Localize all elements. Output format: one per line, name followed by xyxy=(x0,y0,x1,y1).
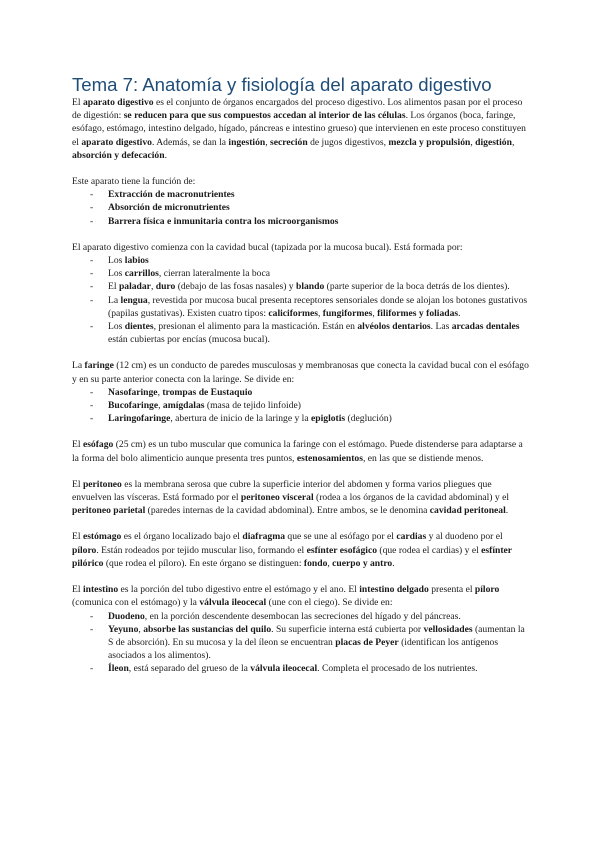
text-run: El xyxy=(72,439,83,451)
bold-term: carrillos xyxy=(124,268,159,280)
text-run: , xyxy=(265,136,271,148)
text-run: . Además, se dan la xyxy=(151,136,229,148)
bold-term: fondo xyxy=(303,557,328,569)
list-item xyxy=(72,294,530,320)
text-run: (rodea a los órganos de la cavidad abdominal) y el xyxy=(313,492,510,504)
text-run: . Están rodeados por tejido muscular liso, formando el xyxy=(96,544,307,556)
text-run: La xyxy=(108,294,121,306)
list-item xyxy=(72,412,530,425)
text-run: y al duodeno por el xyxy=(426,531,503,543)
text-run: Los xyxy=(108,255,125,267)
text-run: (deglución) xyxy=(345,413,392,425)
bold-term: placas de Peyer xyxy=(335,636,399,648)
list-item xyxy=(72,201,530,214)
bold-term: secreción xyxy=(270,136,308,148)
text-run: , está separado del grueso de la xyxy=(128,663,251,675)
list-item xyxy=(72,662,530,675)
list-item xyxy=(72,254,530,267)
bold-term: duro xyxy=(155,281,176,293)
text-run: El xyxy=(72,584,83,596)
bold-term: paladar xyxy=(118,281,151,293)
bold-term: absorbe las sustancias del quilo xyxy=(143,623,272,635)
stomach-paragraph xyxy=(72,530,530,570)
text-run: . xyxy=(164,149,167,161)
text-run: El xyxy=(72,478,83,490)
text-run: Los xyxy=(108,321,125,333)
list-item xyxy=(72,215,530,228)
pharynx-list xyxy=(72,386,530,426)
text-run: de jugos digestivos, xyxy=(307,136,389,148)
bold-term: absorción y defecación xyxy=(72,149,165,161)
text-run: Los xyxy=(108,268,125,280)
bold-term: lengua xyxy=(120,294,148,306)
bold-term: esfínter esofágico xyxy=(306,544,377,556)
text-run: , xyxy=(470,136,476,148)
text-run: , xyxy=(327,557,333,569)
functions-intro xyxy=(72,175,530,188)
bold-term: caliciformes xyxy=(268,307,318,319)
text-run: , presionan el alimento para la masticación. Están en xyxy=(153,321,358,333)
bold-term: labios xyxy=(124,255,149,267)
list-item xyxy=(72,320,530,346)
bold-term: estenosamientos xyxy=(296,452,363,464)
bold-term: blando xyxy=(295,281,325,293)
bold-term: aparato digestivo xyxy=(82,97,154,108)
text-run: , en la porción descendente desembocan las secreciones del hígado y del páncreas. xyxy=(144,610,461,622)
text-run: . Las xyxy=(430,321,452,333)
bold-term: vellosidades xyxy=(423,623,473,635)
text-run: (que rodea el cardias) y el xyxy=(377,544,482,556)
oral-cavity-list xyxy=(72,254,530,346)
text-run: es la membrana serosa que cubre la superficie interior del abdomen y forma varios pliegues que envuelven las vísceras. Está formado por el xyxy=(72,478,492,504)
bold-term: esófago xyxy=(82,439,114,451)
text-run: . Completa el procesado de los nutrientes. xyxy=(317,663,478,675)
text-run: (masa de tejido linfoide) xyxy=(204,400,301,412)
bold-term: amígdalas xyxy=(162,400,205,412)
bold-term: fungiformes xyxy=(322,307,373,319)
bold-term: estómago xyxy=(82,531,122,543)
text-run: El xyxy=(72,97,83,108)
bold-term: alvéolos dentarios xyxy=(357,321,431,333)
bold-term: faringe xyxy=(84,360,114,372)
bold-term: intestino xyxy=(82,584,119,596)
text-run: Este aparato tiene la función de: xyxy=(72,176,196,188)
bold-term: aparato digestivo xyxy=(81,136,152,148)
intestine-paragraph xyxy=(72,583,530,609)
bold-term: Extracción de macronutrientes xyxy=(108,189,235,201)
text-run: (paredes internas de la cavidad abdominal). Entre ambos, se le denomina xyxy=(145,505,430,517)
text-run: , cierran lateralmente la boca xyxy=(158,268,270,280)
text-run: (12 cm) es un conducto de paredes musculosas y membranosas que conecta la cavidad bucal con el esófago y en su parte anterior conecta con la laringe. Se divide en: xyxy=(72,360,529,385)
text-run: La xyxy=(72,360,85,372)
text-run: , xyxy=(150,281,156,293)
text-run: El xyxy=(108,281,119,293)
bold-term: se reducen para que sus compuestos accedan al interior de las células xyxy=(123,110,406,122)
text-run: es el conjunto de órganos encargados del proceso digestivo. Los alimentos pasan por el proceso de digestión: xyxy=(72,97,523,122)
text-run: , xyxy=(157,386,163,398)
text-run: es el órgano localizado bajo el xyxy=(121,531,243,543)
bold-term: Íleon xyxy=(108,663,129,675)
bold-term: peritoneo visceral xyxy=(240,492,314,504)
oral-cavity-intro xyxy=(72,241,530,254)
bold-term: Barrera física e inmunitaria contra los microorganismos xyxy=(108,215,339,227)
bold-term: ingestión xyxy=(228,136,266,148)
list-item xyxy=(72,267,530,280)
text-run: , xyxy=(317,307,323,319)
bold-term: esfínter pilórico xyxy=(72,544,512,569)
peritoneum-paragraph xyxy=(72,478,530,518)
bold-term: diafragma xyxy=(242,531,285,543)
bold-term: cavidad peritoneal xyxy=(429,505,506,517)
text-run: (debajo de las fosas nasales) y xyxy=(175,281,296,293)
text-run: , en las que se distiende menos. xyxy=(362,452,484,464)
text-run: (que rodea el píloro). En este órgano se distinguen: xyxy=(103,557,304,569)
bold-term: dientes xyxy=(124,321,154,333)
intestine-list xyxy=(72,610,530,676)
bold-term: epiglotis xyxy=(311,413,346,425)
bold-term: válvula ileocecal xyxy=(250,663,318,675)
bold-term: cuerpo y antro xyxy=(332,557,393,569)
text-run: . xyxy=(458,307,461,319)
text-run: es la porción del tubo digestivo entre el estómago y el ano. El xyxy=(118,584,360,596)
bold-term: mezcla y propulsión xyxy=(388,136,471,148)
list-item xyxy=(72,399,530,412)
bold-term: filiformes y foliadas xyxy=(377,307,459,319)
text-run: (comunica con el estómago) y la xyxy=(72,597,200,609)
page-title: Tema 7: Anatomía y fisiología del aparato digestivo xyxy=(72,74,492,95)
bold-term: peritoneo xyxy=(82,478,122,490)
list-item xyxy=(72,386,530,399)
bold-term: Absorción de micronutrientes xyxy=(108,202,230,214)
text-run: . Su superficie interna está cubierta por xyxy=(271,623,424,635)
text-run: (aumentan la S de absorción). En su mucosa y la del íleon se encuentran xyxy=(108,623,525,648)
text-run: El aparato digestivo comienza con la cavidad bucal (tapizada por la mucosa bucal). Está formada por: xyxy=(72,241,463,253)
bold-term: Laringofaringe xyxy=(108,413,171,425)
list-item xyxy=(72,188,530,201)
text-run: (identifican los antígenos asociados a los alimentos). xyxy=(108,636,499,662)
bold-term: Duodeno xyxy=(108,610,145,622)
bold-term: digestión xyxy=(475,136,512,148)
text-run: , xyxy=(138,623,144,635)
text-run: , xyxy=(158,400,163,412)
text-run: (25 cm) es un tubo muscular que comunica la faringe con el estómago. Puede distenderse para adaptarse a la forma del bolo alimenticio aunque presenta tres puntos, xyxy=(72,439,523,464)
bold-term: píloro xyxy=(72,544,97,556)
bold-term: cardias xyxy=(396,531,427,543)
intro-paragraph xyxy=(72,96,530,162)
text-run: . Los órganos (boca, faringe, esófago, estómago, intestino delgado, hígado, páncreas e intestino grueso) que intervienen en este proceso constituyen el xyxy=(72,110,526,148)
bold-term: intestino delgado xyxy=(359,584,429,596)
text-run: (parte superior de la boca detrás de los dientes). xyxy=(324,281,510,293)
text-run: que se une al esófago por el xyxy=(285,531,397,543)
list-item xyxy=(72,280,530,293)
text-run: El xyxy=(72,531,83,543)
text-run: , revestida por mucosa bucal presenta receptores sensoriales donde se alojan los botones gustativos (papilas gustativas). Existen cuatro tipos: xyxy=(108,294,528,319)
esophagus-paragraph xyxy=(72,438,530,464)
text-run: , abertura de inicio de la laringe y la xyxy=(170,413,312,425)
bold-term: válvula ileocecal xyxy=(199,597,267,609)
bold-term: Bucofaringe xyxy=(108,400,159,412)
text-run: (une con el ciego). Se divide en: xyxy=(266,597,393,609)
text-run: están cubiertas por encías (mucosa bucal). xyxy=(108,334,270,346)
bold-term: arcadas dentales xyxy=(451,321,520,333)
text-run: , xyxy=(511,136,515,148)
text-run: . xyxy=(392,557,395,569)
text-run: presenta el xyxy=(428,584,475,596)
bold-term: peritoneo parietal xyxy=(72,505,146,517)
bold-term: píloro xyxy=(474,584,500,596)
list-item xyxy=(72,623,530,663)
bold-term: trompas de Eustaquio xyxy=(162,386,253,398)
bold-term: Yeyuno xyxy=(108,623,139,635)
document-body xyxy=(72,96,530,676)
pharynx-paragraph xyxy=(72,359,530,385)
text-run: , xyxy=(372,307,378,319)
bold-term: Nasofaringe xyxy=(108,386,158,398)
text-run: . xyxy=(505,505,509,517)
list-item xyxy=(72,610,530,623)
functions-list xyxy=(72,188,530,228)
